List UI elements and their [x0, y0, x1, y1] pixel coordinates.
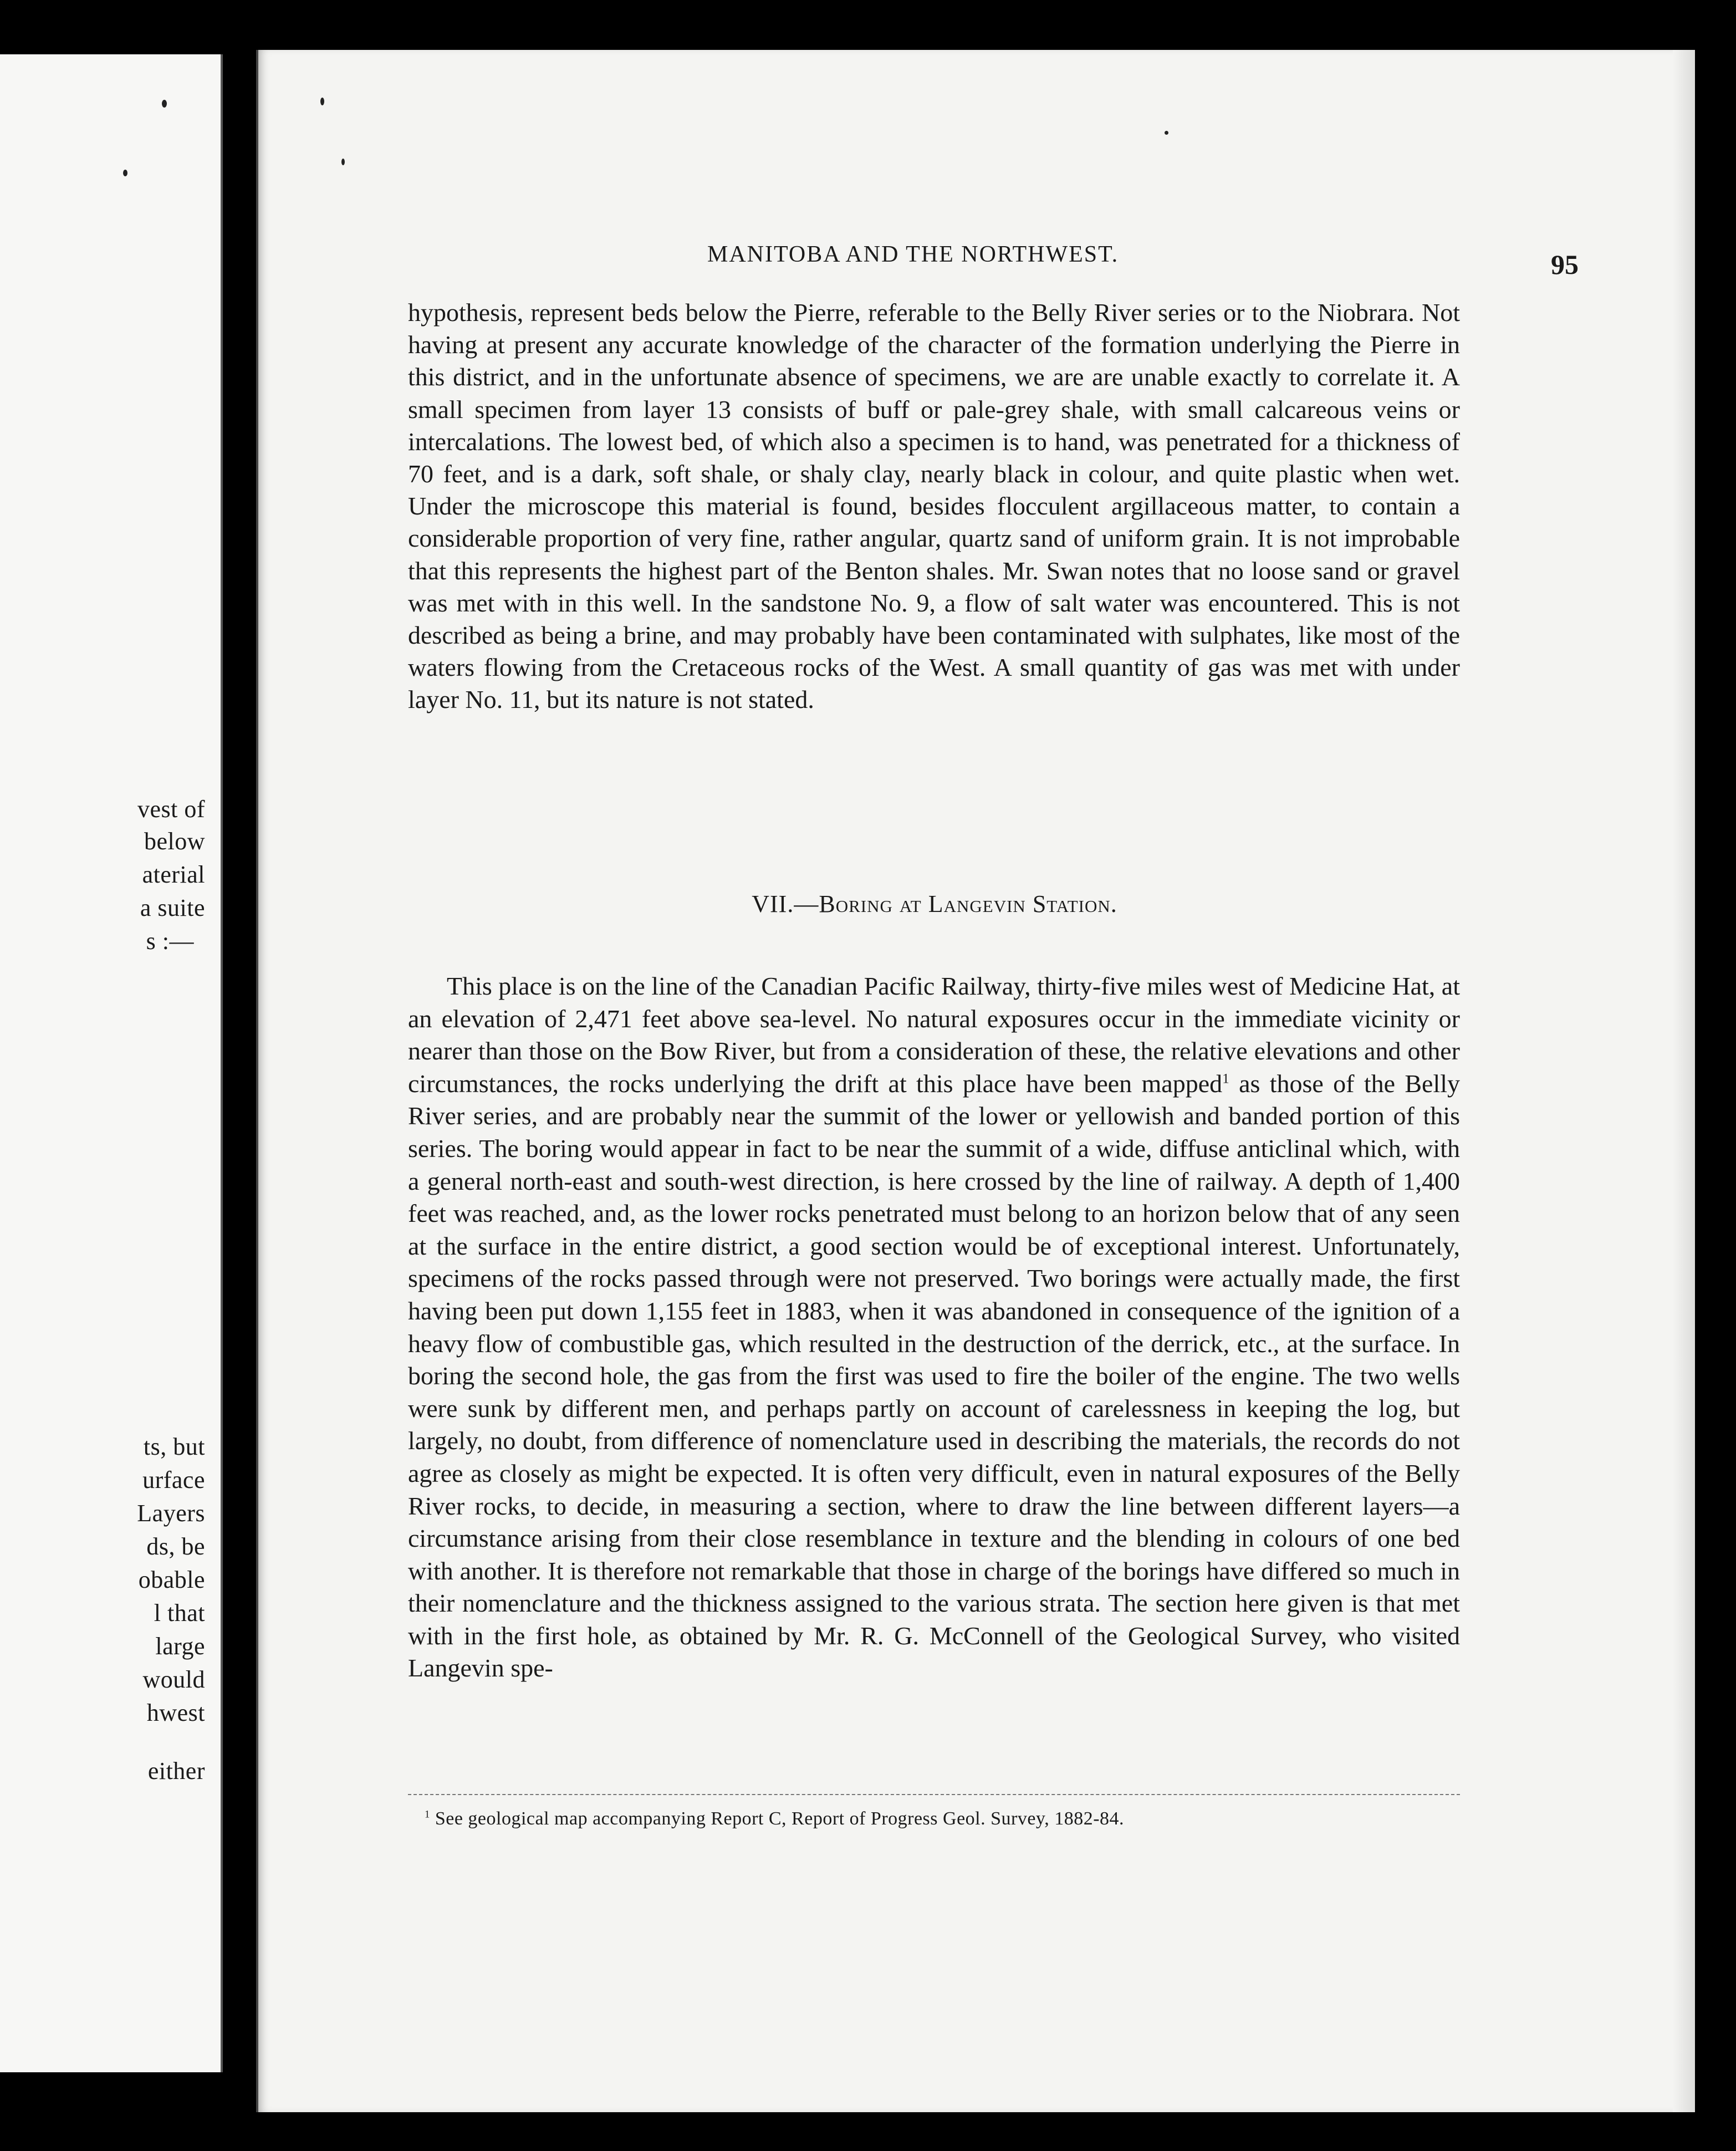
fragment-line: large — [155, 1633, 205, 1660]
ink-speck — [162, 100, 167, 108]
ink-speck — [123, 170, 127, 176]
page-edge-shading — [1673, 50, 1695, 2112]
footnote-mark: 1 — [425, 1808, 430, 1821]
fragment-line: a suite — [140, 894, 205, 921]
ink-speck — [1165, 131, 1168, 135]
footnote-reference: 1 — [1222, 1071, 1229, 1087]
fragment-line: l that — [154, 1599, 205, 1627]
ink-speck — [320, 98, 324, 105]
section-title: Boring at Langevin Station. — [819, 890, 1117, 918]
fragment-line: hwest — [146, 1699, 205, 1726]
fragment-line: obable — [138, 1566, 205, 1593]
paragraph-continued — [408, 297, 1460, 716]
fragment-line: below — [144, 828, 205, 855]
fragment-line: ds, be — [146, 1533, 205, 1560]
fragment-line: vest of — [137, 796, 205, 823]
footnote-text: See geological map accompanying Report C, Report of Progress Geol. Survey, 1882-84. — [430, 1808, 1125, 1829]
book-page — [256, 50, 1695, 2112]
running-head: MANITOBA AND THE NORTHWEST. — [707, 242, 1119, 267]
fragment-line: ts, but — [143, 1433, 205, 1460]
footnote-divider — [408, 1794, 1460, 1795]
paragraph-text-part: This place is on the line of the Canadian Pacific Railway, thirty-five miles west of Medicine Hat, at an elevation of 2,471 feet above sea-level. No natural exposures occur in the immediate vicinity or nearer than those on the Bow River, but from a consideration of these, the relative elevations and other circumstances, the rocks underlying the drift at this place have been mapped — [408, 972, 1460, 1098]
previous-page-fragment — [0, 54, 223, 2072]
section-numeral: VII.— — [752, 890, 819, 918]
ink-speck — [341, 159, 345, 165]
fragment-line: would — [142, 1666, 205, 1693]
fragment-line: Layers — [137, 1500, 205, 1527]
page-number: 95 — [1551, 249, 1579, 280]
fragment-line: s :— — [146, 927, 194, 955]
footnote — [425, 1808, 1124, 1829]
paragraph-text-part: as those of the Belly River series, and are probably near the summit of the lower or yellowish and banded portion of this series. The boring would appear in fact to be near the summit of a wide, diffuse anticlinal which, with a general north-east and south-west direction, is here crossed by the line of railway. A depth of 1,400 feet was reached, and, as the lower rocks penetrated must belong to an horizon below that of any seen at the surface in the entire district, a good section would be of exceptional interest. Unfortunately, specimens of the rocks passed through were not preserved. Two borings were actually made, the first having been put down 1,155 feet in 1883, when it was abandoned in consequence of the ignition of a heavy flow of combustible gas, which resulted in the destruction of the derrick, etc., at the surface. In boring the second hole, the gas from the first was used to fire the boiler of the engine. The two wells were sunk by different men, and perhaps partly on account of carelessness in keeping the log, but largely, no doubt, from difference of nomenclature used in describing the materials, the records do not agree as closely as might be expected. It is often very difficult, even in natural exposures of the Belly River rocks, to decide, in measuring a section, where to draw the line between different layers—a circumstance arising from their close resemblance in texture and the blending in colours of one bed with another. It is therefore not remarkable that those in charge of the borings have differed so much in their nomenclature and the thickness assigned to the various strata. The section here given is that met with in the first hole, as obtained by Mr. R. G. McConnell of the Geological Survey, who visited Langevin spe- — [408, 1069, 1460, 1683]
section-heading — [258, 890, 1611, 918]
fragment-line: either — [147, 1757, 205, 1785]
fragment-line: urface — [142, 1466, 205, 1494]
paragraph-text — [408, 970, 1460, 1685]
paragraph-langevin — [408, 970, 1460, 1685]
fragment-line: aterial — [142, 861, 205, 888]
paragraph-text: hypothesis, represent beds below the Pierre, referable to the Belly River series or to the Niobrara. Not having at present any accurate knowledge of the character of the formation underlying the Pierre in this district, and in the unfortunate absence of specimens, we are are unable exactly to correlate it. A small specimen from layer 13 consists of buff or pale-grey shale, with small calcareous veins or intercalations. The lowest bed, of which also a specimen is to hand, was penetrated for a thickness of 70 feet, and is a dark, soft shale, or shaly clay, nearly black in colour, and quite plastic when wet. Under the microscope this material is found, besides flocculent argillaceous matter, to contain a considerable proportion of very fine, rather angular, quartz sand of uniform grain. It is not improbable that this represents the highest part of the Benton shales. Mr. Swan notes that no loose sand or gravel was met with in this well. In the sandstone No. 9, a flow of salt water was encountered. This is not described as being a brine, and may probably have been contaminated with sulphates, like most of the waters flowing from the Cretaceous rocks of the West. A small quantity of gas was met with under layer No. 11, but its nature is not stated. — [408, 298, 1460, 714]
